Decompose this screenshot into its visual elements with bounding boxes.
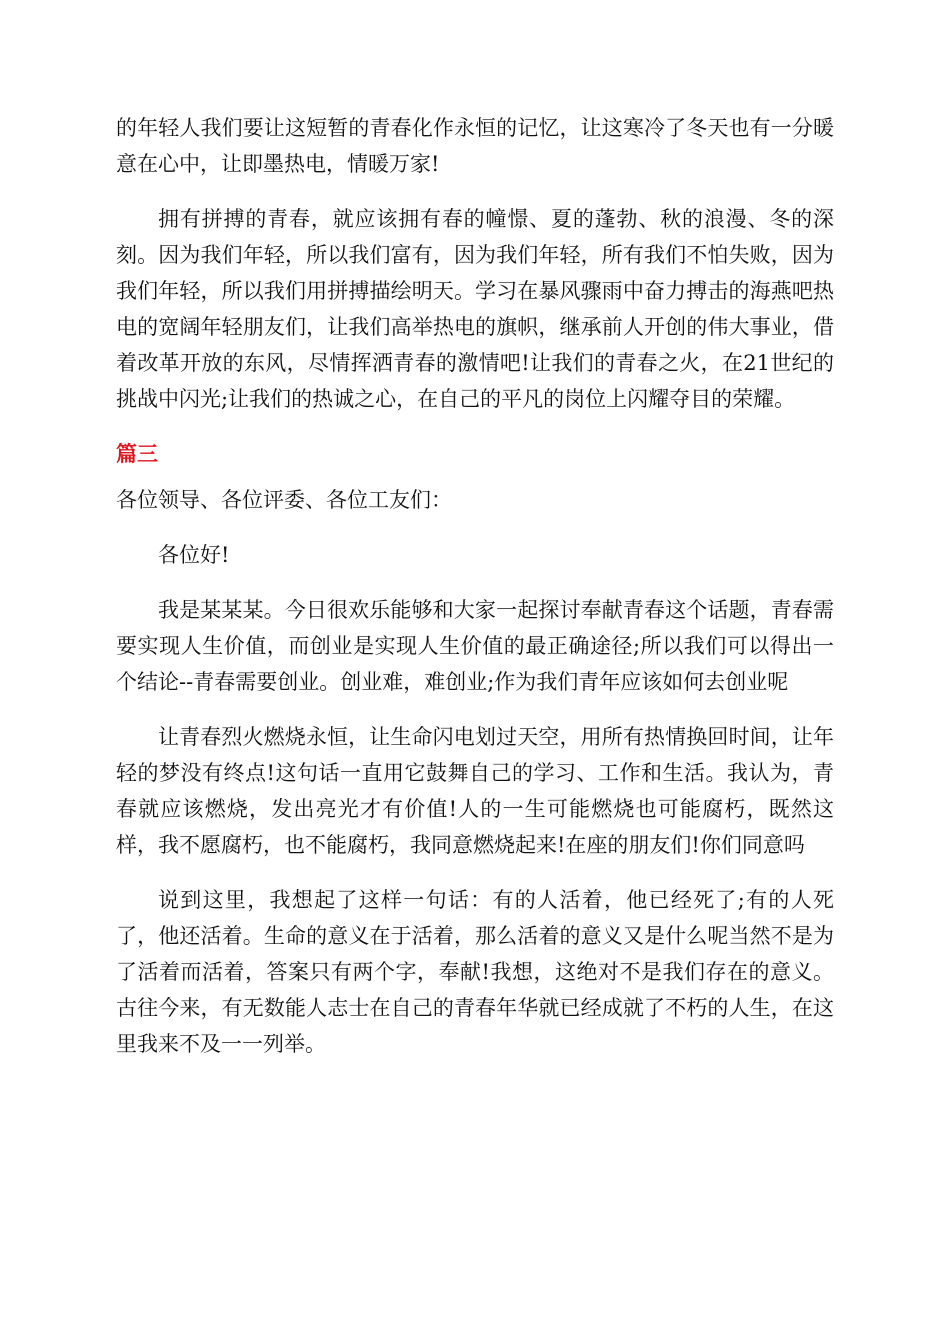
paragraph-introduction: 我是某某某。今日很欢乐能够和大家一起探讨奉献青春这个话题，青春需要实现人生价值，而创业是实现人生价值的最正确途径;所以我们可以得出一个结论--青春需要创业。创业难，难创业;作为我们青年应该如何去创业呢 [116, 598, 834, 694]
greeting: 各位好! [158, 543, 230, 567]
document-page [116, 110, 834, 1081]
paragraph-youth-struggle: 拥有拼搏的青春，就应该拥有春的幢憬、夏的蓬勃、秋的浪漫、冬的深刻。因为我们年轻，所以我们富有，因为我们年轻，所有我们不怕失败，因为我们年轻，所以我们用拼搏描绘明天。学习在暴风骤雨中奋力搏击的海燕吧热电的宽阔年轻朋友们，让我们高举热电的旗帜，继承前人开创的伟大事业，借着改革开放的东风，尽情挥洒青春的激情吧!让我们的青春之火，在21世纪的挑战中闪光;让我们的热诚之心，在自己的平凡的岗位上闪耀夺目的荣耀。 [116, 207, 834, 411]
salutation: 各位领导、各位评委、各位工友们： [116, 488, 452, 512]
section-heading: 篇三 [116, 442, 158, 466]
paragraph-meaning-of-life: 说到这里，我想起了这样一句话：有的人活着，他已经死了;有的人死了，他还活着。生命的意义在于活着，那么活着的意义又是什么呢当然不是为了活着而活着，答案只有两个字，奉献!我想，这绝对不是我们存在的意义。古往今来，有无数能人志士在自己的青春年华就已经成就了不朽的人生，在这里我来不及一一列举。 [116, 888, 834, 1056]
paragraph-burning-youth: 让青春烈火燃烧永恒，让生命闪电划过天空，用所有热情换回时间，让年轻的梦没有终点!这句话一直用它鼓舞自己的学习、工作和生活。我认为，青春就应该燃烧，发出亮光才有价值!人的一生可能燃烧也可能腐朽，既然这样，我不愿腐朽，也不能腐朽，我同意燃烧起来!在座的朋友们!你们同意吗 [116, 725, 834, 857]
paragraph-continuation: 的年轻人我们要让这短暂的青春化作永恒的记忆，让这寒冷了冬天也有一分暖意在心中，让即墨热电，情暖万家! [116, 116, 834, 176]
